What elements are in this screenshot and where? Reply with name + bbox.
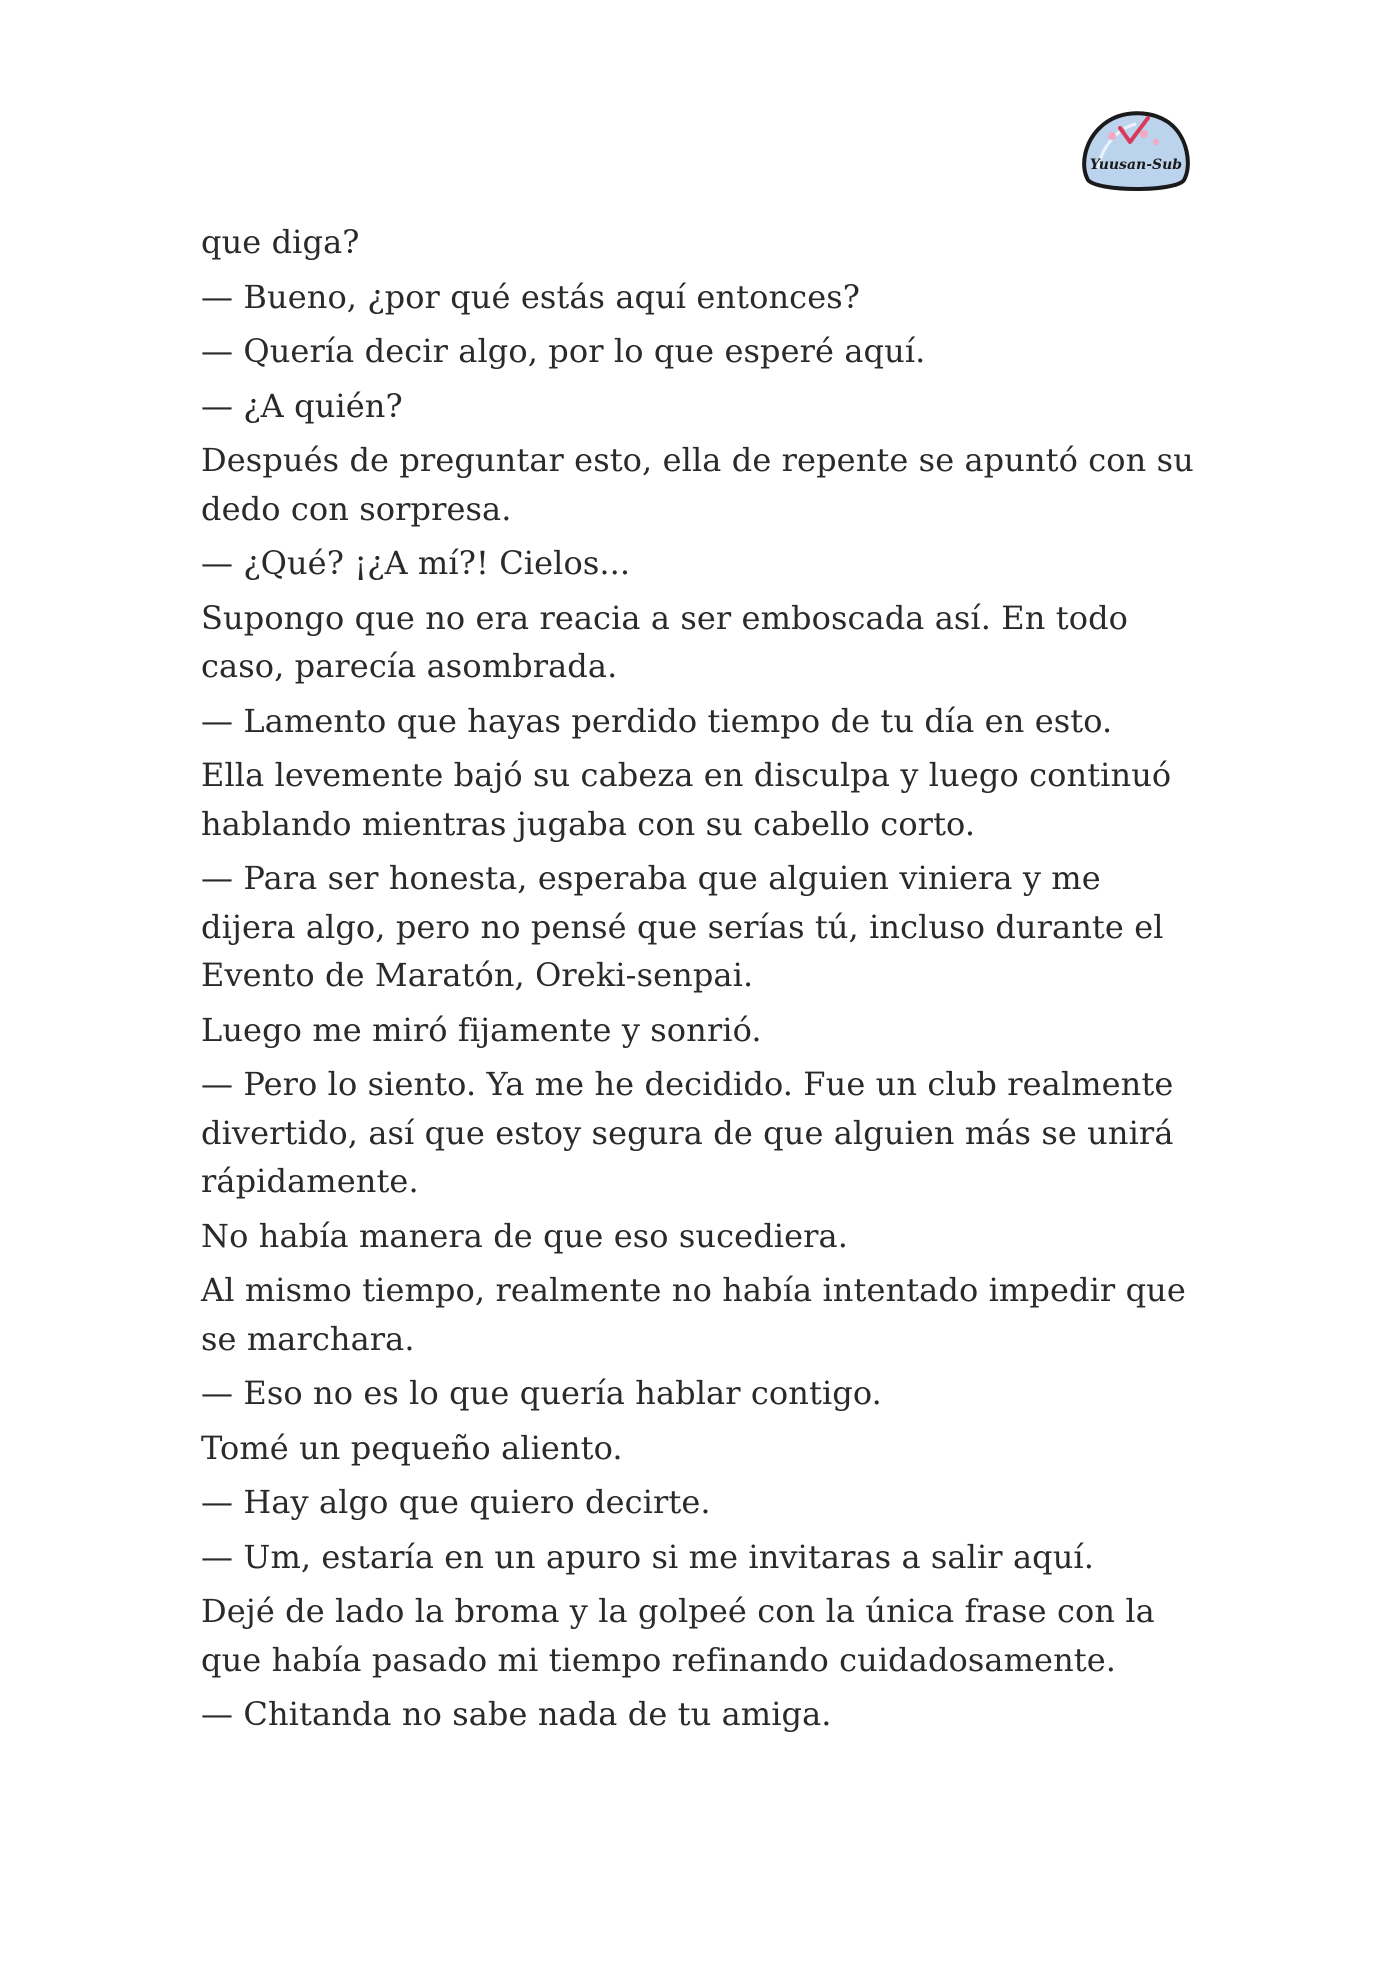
yuusan-sub-logo — [1078, 106, 1194, 198]
logo-badge-icon — [1078, 106, 1194, 198]
paragraph-16: Tomé un pequeño aliento. — [201, 1428, 623, 1467]
paragraph-20: — Chitanda no sabe nada de tu amiga. — [201, 1695, 832, 1733]
paragraph-19: Dejé de lado la broma y la golpeé con la única frase con la que había pasado mi tiempo refinando cuidadosamente. — [201, 1592, 1155, 1679]
paragraph-4: — ¿A quién? — [201, 386, 403, 425]
paragraph-11: Luego me miró fijamente y sonrió. — [201, 1010, 762, 1049]
paragraph-15: — Eso no es lo que quería hablar contigo. — [201, 1374, 882, 1412]
logo-text: Yuusan-Sub — [1089, 157, 1183, 173]
paragraph-10: — Para ser honesta, esperaba que alguien viniera y me dijera algo, pero no pensé que serías tú, incluso durante el Evento de Maratón, Oreki-senpai. — [201, 859, 1164, 994]
paragraph-9: Ella levemente bajó su cabeza en disculpa y luego continuó hablando mientras jugaba con su cabello corto. — [201, 756, 1172, 843]
text-body — [201, 218, 1201, 1745]
paragraph-2: — Bueno, ¿por qué estás aquí entonces? — [201, 277, 861, 316]
paragraph-3: — Quería decir algo, por lo que esperé aquí. — [201, 332, 926, 370]
paragraph-13: No había manera de que eso sucediera. — [201, 1216, 848, 1255]
paragraph-7: Supongo que no era reacia a ser emboscada así. En todo caso, parecía asombrada. — [201, 598, 1129, 685]
paragraph-18: — Um, estaría en un apuro si me invitaras a salir aquí. — [201, 1537, 1095, 1576]
paragraph-14: Al mismo tiempo, realmente no había intentado impedir que se marchara. — [201, 1271, 1186, 1358]
paragraph-12: — Pero lo siento. Ya me he decidido. Fue un club realmente divertido, así que estoy segura de que alguien más se unirá rápidamente. — [201, 1065, 1174, 1200]
paragraph-17: — Hay algo que quiero decirte. — [201, 1483, 711, 1521]
paragraph-8: — Lamento que hayas perdido tiempo de tu día en esto. — [201, 701, 1113, 740]
paragraph-1: que diga? — [201, 223, 360, 261]
paragraph-5: Después de preguntar esto, ella de repente se apuntó con su dedo con sorpresa. — [201, 441, 1194, 528]
paragraph-6: — ¿Qué? ¡¿A mí?! Cielos... — [201, 544, 631, 582]
